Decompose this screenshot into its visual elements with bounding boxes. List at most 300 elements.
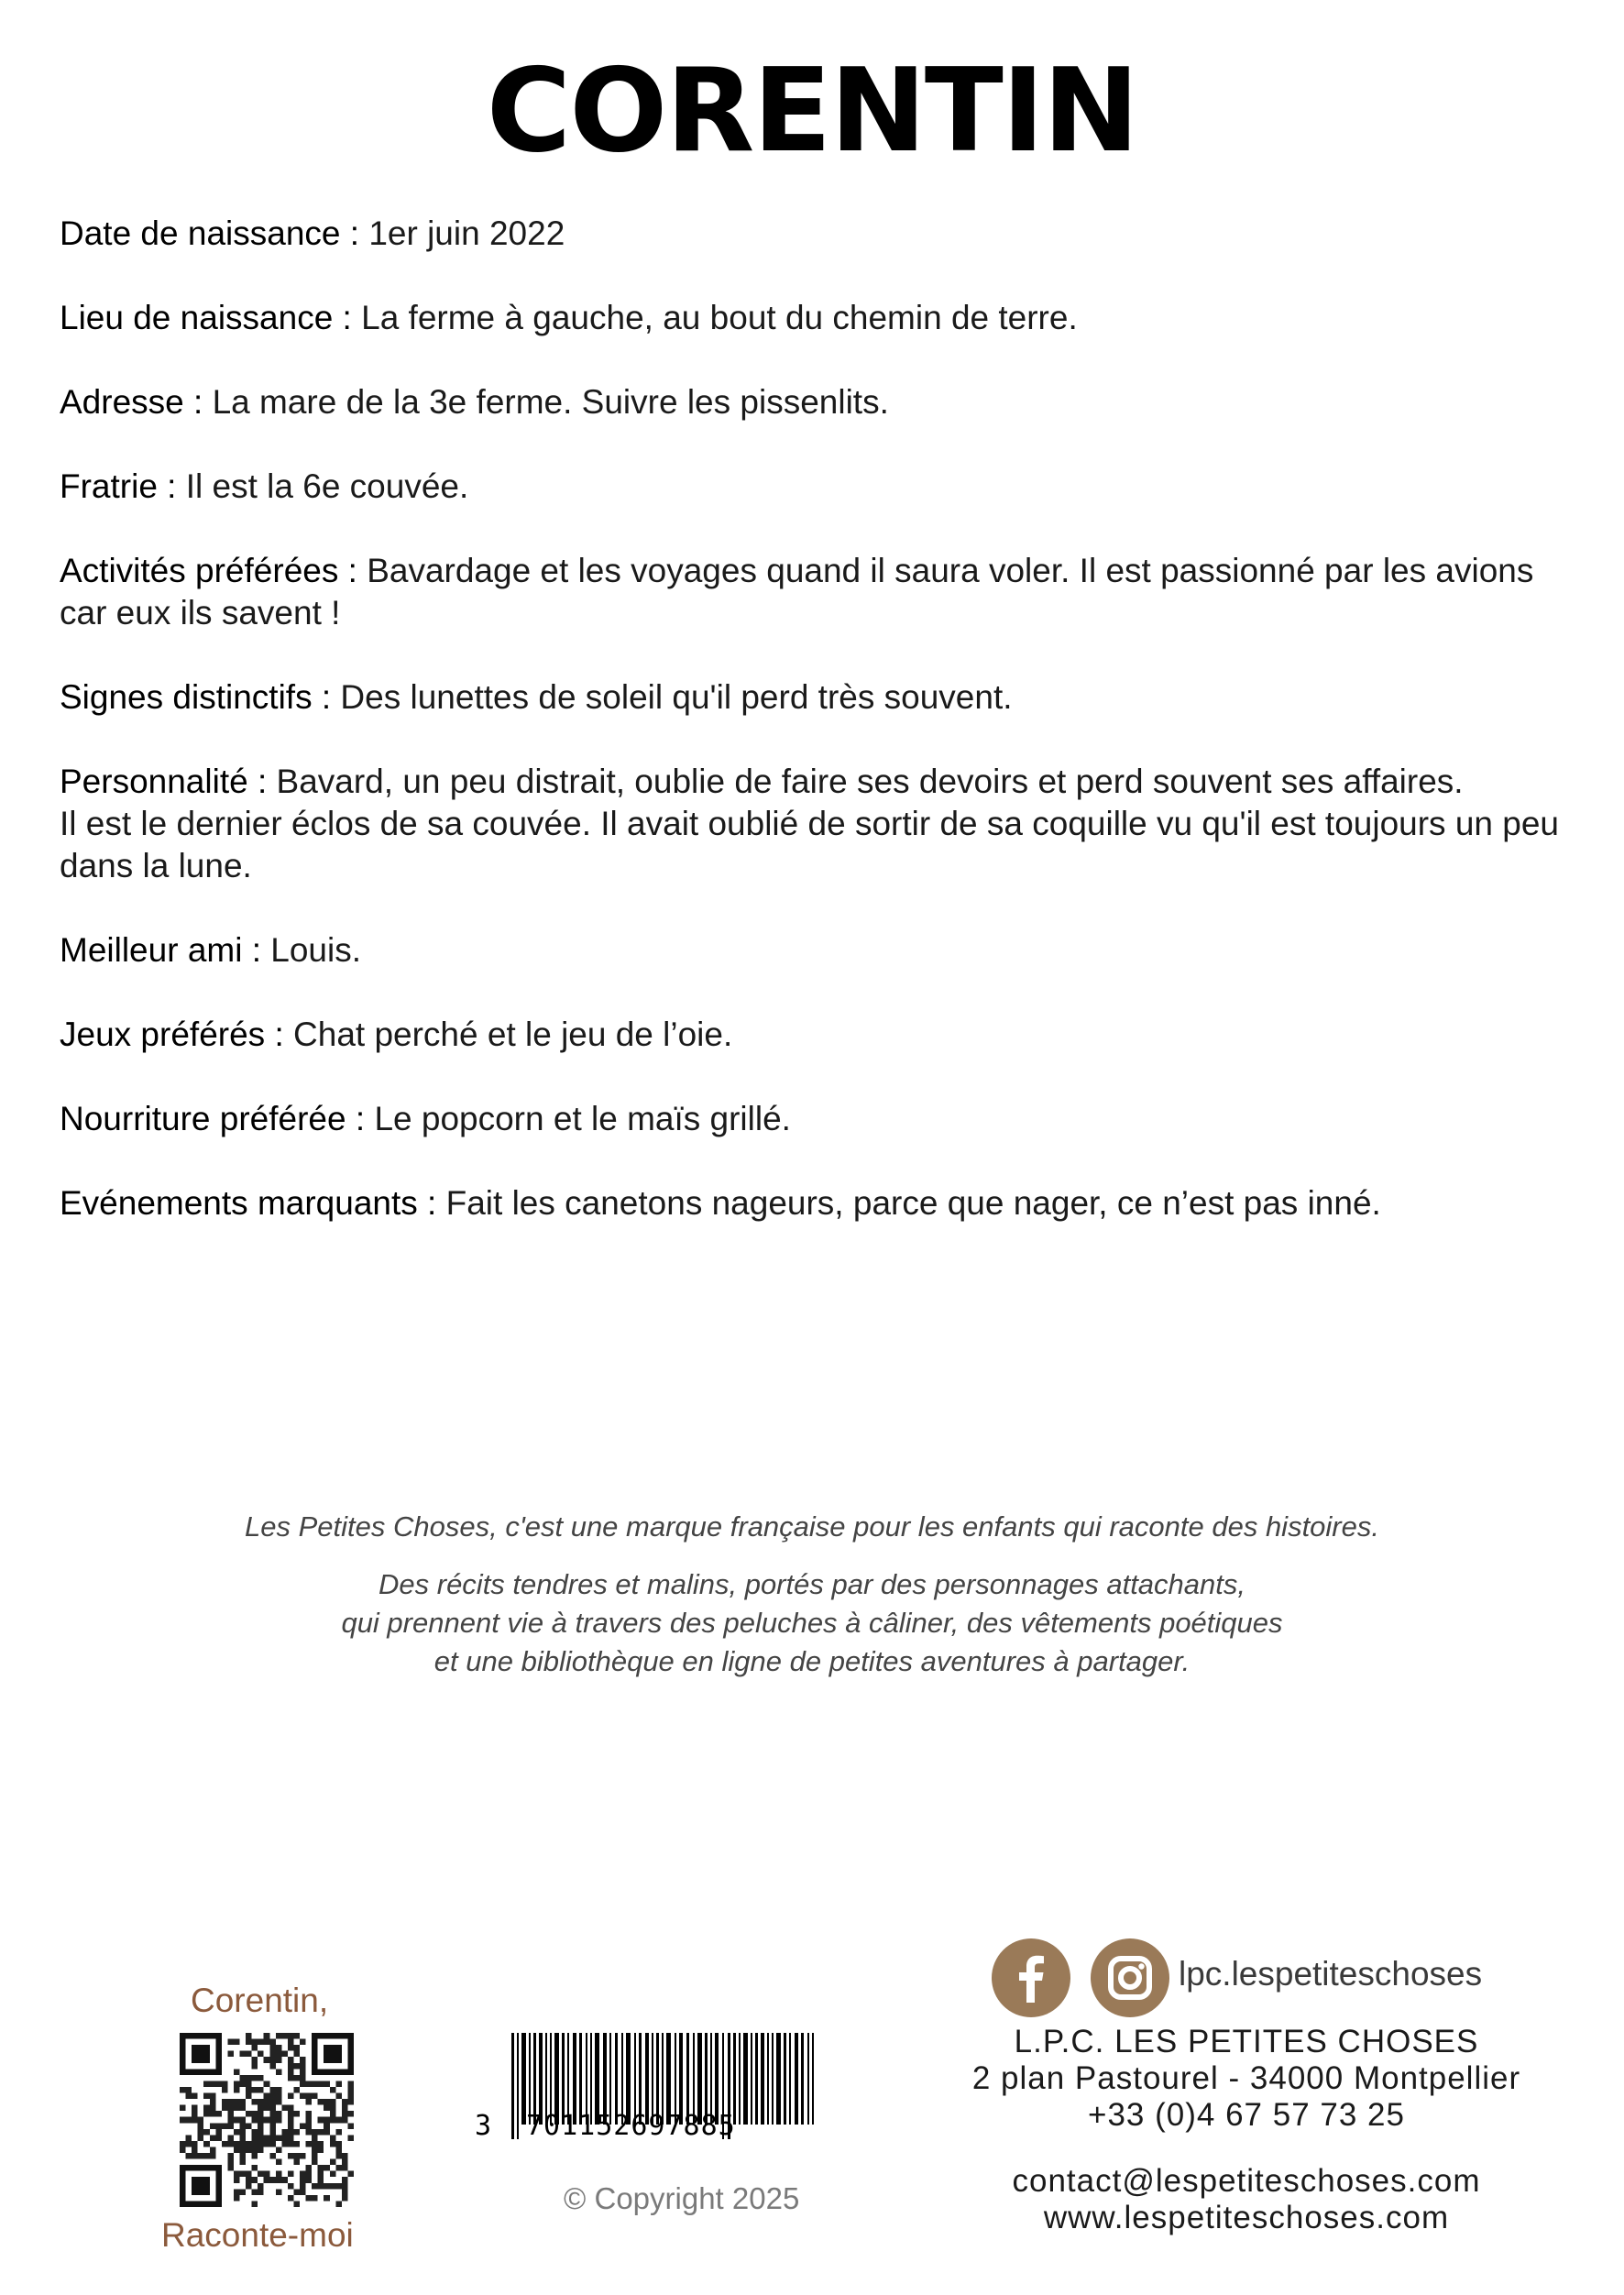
qr-module bbox=[258, 2075, 264, 2081]
qr-module bbox=[222, 2123, 228, 2129]
qr-module bbox=[330, 2099, 336, 2105]
qr-module bbox=[293, 2087, 300, 2093]
qr-module bbox=[192, 2141, 198, 2147]
qr-module bbox=[318, 2117, 324, 2124]
qr-module bbox=[215, 2111, 222, 2117]
qr-module bbox=[252, 2039, 258, 2046]
qr-module bbox=[222, 2099, 228, 2105]
qr-module bbox=[312, 2135, 318, 2141]
qr-module bbox=[269, 2129, 276, 2136]
qr-module bbox=[324, 2099, 330, 2105]
qr-module bbox=[234, 2069, 240, 2075]
qr-module bbox=[264, 2105, 270, 2112]
qr-module bbox=[306, 2123, 313, 2129]
qr-caption-bottom: Raconte-moi bbox=[161, 2216, 354, 2254]
qr-module bbox=[258, 2141, 264, 2147]
qr-module bbox=[246, 2123, 252, 2129]
qr-module bbox=[342, 2189, 348, 2195]
qr-module bbox=[335, 2147, 342, 2153]
qr-module bbox=[203, 2093, 210, 2100]
fact-value: Fait les canetons nageurs, parce que nager, ce n’est pas inné. bbox=[445, 1184, 1381, 1222]
qr-module bbox=[300, 2177, 306, 2183]
qr-module bbox=[252, 2099, 258, 2105]
qr-module bbox=[210, 2153, 216, 2159]
qr-module bbox=[281, 2033, 288, 2039]
qr-module bbox=[264, 2093, 270, 2100]
qr-module bbox=[180, 2141, 186, 2147]
qr-module bbox=[306, 2165, 313, 2171]
qr-module bbox=[335, 2141, 342, 2147]
fact-label: Personnalité : bbox=[60, 763, 268, 800]
qr-module bbox=[276, 2189, 282, 2195]
fact-label: Lieu de naissance : bbox=[60, 299, 352, 336]
qr-module bbox=[276, 2171, 282, 2178]
fact-activities bbox=[60, 550, 1572, 634]
qr-module bbox=[264, 2057, 270, 2063]
qr-module bbox=[186, 2093, 192, 2100]
qr-module bbox=[288, 2195, 294, 2202]
qr-module bbox=[347, 2087, 354, 2093]
qr-module bbox=[234, 2189, 240, 2195]
barcode-digits: 701152697885 bbox=[526, 2110, 736, 2142]
qr-module bbox=[288, 2135, 294, 2141]
qr-module bbox=[203, 2141, 210, 2147]
qr-module bbox=[222, 2141, 228, 2147]
fact-value: Le popcorn et le maïs grillé. bbox=[374, 1100, 791, 1137]
fact-label: Evénements marquants : bbox=[60, 1184, 437, 1222]
social-handle[interactable]: lpc.lespetiteschoses bbox=[1179, 1955, 1483, 1993]
qr-module bbox=[180, 2147, 186, 2153]
qr-module bbox=[281, 2135, 288, 2141]
qr-module bbox=[264, 2033, 270, 2039]
qr-module bbox=[222, 2105, 228, 2112]
qr-module bbox=[252, 2141, 258, 2147]
qr-module bbox=[306, 2117, 313, 2124]
qr-module bbox=[312, 2081, 318, 2087]
qr-module bbox=[246, 2141, 252, 2147]
qr-module bbox=[252, 2129, 258, 2136]
qr-module bbox=[293, 2063, 300, 2070]
qr-module bbox=[306, 2141, 313, 2147]
qr-module bbox=[330, 2135, 336, 2141]
qr-module bbox=[300, 2093, 306, 2100]
qr-module bbox=[186, 2117, 192, 2124]
qr-module bbox=[264, 2141, 270, 2147]
copyright: © Copyright 2025 bbox=[564, 2181, 800, 2215]
qr-module bbox=[281, 2177, 288, 2183]
qr-module bbox=[240, 2117, 247, 2124]
qr-module bbox=[240, 2081, 247, 2087]
qr-module bbox=[276, 2111, 282, 2117]
qr-module bbox=[258, 2039, 264, 2046]
fact-label: Adresse : bbox=[60, 383, 203, 421]
fact-label: Activités préférées : bbox=[60, 552, 357, 589]
qr-module bbox=[246, 2039, 252, 2046]
fact-personality bbox=[60, 761, 1572, 887]
qr-module bbox=[252, 2201, 258, 2207]
qr-module bbox=[258, 2171, 264, 2178]
qr-module bbox=[234, 2177, 240, 2183]
qr-module bbox=[276, 2093, 282, 2100]
qr-module bbox=[234, 2087, 240, 2093]
qr-module bbox=[318, 2099, 324, 2105]
qr-module bbox=[246, 2147, 252, 2153]
qr-module bbox=[180, 2105, 186, 2112]
qr-module bbox=[312, 2147, 318, 2153]
qr-module bbox=[330, 2141, 336, 2147]
qr-module bbox=[288, 2045, 294, 2051]
qr-module bbox=[246, 2075, 252, 2081]
qr-module bbox=[258, 2099, 264, 2105]
qr-module bbox=[288, 2171, 294, 2178]
qr-module bbox=[180, 2117, 186, 2124]
qr-module bbox=[269, 2105, 276, 2112]
qr-module bbox=[300, 2153, 306, 2159]
qr-module bbox=[318, 2171, 324, 2178]
qr-caption-top: Corentin, bbox=[191, 1982, 329, 2019]
brand-description bbox=[0, 1565, 1624, 1681]
qr-module bbox=[330, 2183, 336, 2190]
qr-module bbox=[306, 2129, 313, 2136]
qr-module bbox=[306, 2177, 313, 2183]
qr-module bbox=[312, 2129, 318, 2136]
qr-module bbox=[252, 2153, 258, 2159]
qr-module bbox=[276, 2099, 282, 2105]
qr-module bbox=[293, 2153, 300, 2159]
qr-module bbox=[269, 2045, 276, 2051]
qr-module bbox=[288, 2111, 294, 2117]
qr-module bbox=[252, 2111, 258, 2117]
qr-module bbox=[318, 2147, 324, 2153]
qr-module bbox=[288, 2129, 294, 2136]
fact-label: Fratrie : bbox=[60, 467, 177, 505]
qr-module bbox=[300, 2069, 306, 2075]
fact-label: Date de naissance : bbox=[60, 214, 360, 252]
qr-module bbox=[281, 2051, 288, 2058]
brand-description-line: qui prennent vie à travers des peluches à câliner, des vêtements poétiques bbox=[341, 1607, 1283, 1639]
qr-module bbox=[342, 2105, 348, 2112]
qr-module bbox=[210, 2135, 216, 2141]
qr-module bbox=[269, 2177, 276, 2183]
facebook-icon[interactable] bbox=[992, 1938, 1070, 2017]
qr-module bbox=[252, 2189, 258, 2195]
qr-module bbox=[210, 2123, 216, 2129]
company-address: 2 plan Pastourel - 34000 Montpellier bbox=[971, 2060, 1521, 2096]
qr-module bbox=[264, 2135, 270, 2141]
qr-module bbox=[269, 2117, 276, 2124]
qr-module bbox=[306, 2099, 313, 2105]
qr-module bbox=[215, 2135, 222, 2141]
qr-module bbox=[210, 2081, 216, 2087]
qr-module bbox=[210, 2093, 216, 2100]
qr-module bbox=[210, 2099, 216, 2105]
qr-module bbox=[198, 2123, 204, 2129]
qr-module bbox=[288, 2123, 294, 2129]
qr-module bbox=[240, 2189, 247, 2195]
brand-tagline: Les Petites Choses, c'est une marque française pour les enfants qui raconte des histoires. bbox=[245, 1510, 1379, 1543]
qr-module bbox=[318, 2081, 324, 2087]
qr-module bbox=[288, 2063, 294, 2070]
qr-module bbox=[258, 2087, 264, 2093]
qr-module bbox=[342, 2099, 348, 2105]
fact-value: Chat perché et le jeu de l’oie. bbox=[293, 1016, 733, 1053]
qr-module bbox=[347, 2099, 354, 2105]
qr-module bbox=[227, 2153, 234, 2159]
qr-module bbox=[203, 2081, 210, 2087]
brand-description-line: Des récits tendres et malins, portés par des personnages attachants, bbox=[379, 1568, 1245, 1600]
qr-module bbox=[198, 2153, 204, 2159]
qr-module bbox=[335, 2201, 342, 2207]
qr-module bbox=[203, 2105, 210, 2112]
qr-module bbox=[300, 2189, 306, 2195]
qr-module bbox=[227, 2105, 234, 2112]
qr-module bbox=[210, 2111, 216, 2117]
fact-birth-place bbox=[60, 297, 1572, 339]
qr-module bbox=[227, 2159, 234, 2166]
qr-module bbox=[234, 2195, 240, 2202]
fact-games bbox=[60, 1014, 1572, 1056]
qr-module bbox=[264, 2099, 270, 2105]
qr-module bbox=[306, 2111, 313, 2117]
qr-module bbox=[186, 2153, 192, 2159]
qr-module bbox=[342, 2117, 348, 2124]
qr-module bbox=[252, 2165, 258, 2171]
company-name: L.P.C. LES PETITES CHOSES bbox=[1014, 2024, 1479, 2059]
qr-module bbox=[288, 2069, 294, 2075]
qr-module bbox=[293, 2141, 300, 2147]
fact-label: Jeux préférés : bbox=[60, 1016, 284, 1053]
qr-module bbox=[227, 2141, 234, 2147]
qr-module bbox=[252, 2147, 258, 2153]
qr-module bbox=[258, 2147, 264, 2153]
qr-module bbox=[246, 2033, 252, 2039]
qr-module bbox=[222, 2087, 228, 2093]
qr-module bbox=[312, 2141, 318, 2147]
qr-module bbox=[246, 2183, 252, 2190]
qr-module bbox=[347, 2111, 354, 2117]
qr-module bbox=[276, 2057, 282, 2063]
qr-module bbox=[240, 2123, 247, 2129]
qr-module bbox=[335, 2165, 342, 2171]
qr-module bbox=[246, 2093, 252, 2100]
qr-module bbox=[312, 2159, 318, 2166]
qr-module bbox=[264, 2177, 270, 2183]
character-facts bbox=[60, 213, 1572, 1224]
qr-module bbox=[300, 2123, 306, 2129]
qr-module bbox=[318, 2129, 324, 2136]
qr-module bbox=[252, 2135, 258, 2141]
qr-module bbox=[252, 2075, 258, 2081]
qr-module bbox=[293, 2033, 300, 2039]
qr-module bbox=[234, 2171, 240, 2178]
qr-module bbox=[269, 2141, 276, 2147]
qr-module bbox=[192, 2105, 198, 2112]
qr-module bbox=[258, 2105, 264, 2112]
qr-module bbox=[324, 2165, 330, 2171]
qr-module bbox=[240, 2147, 247, 2153]
company-email[interactable]: contact@lespetiteschoses.com bbox=[1012, 2163, 1481, 2199]
qr-module bbox=[240, 2129, 247, 2136]
qr-module bbox=[264, 2081, 270, 2087]
qr-module bbox=[330, 2159, 336, 2166]
qr-module bbox=[300, 2075, 306, 2081]
qr-module bbox=[240, 2171, 247, 2178]
qr-module bbox=[240, 2141, 247, 2147]
qr-module bbox=[300, 2039, 306, 2046]
qr-module bbox=[288, 2075, 294, 2081]
instagram-icon[interactable] bbox=[1091, 1938, 1169, 2017]
qr-module bbox=[210, 2147, 216, 2153]
qr-module bbox=[276, 2045, 282, 2051]
qr-module bbox=[342, 2153, 348, 2159]
qr-module bbox=[330, 2117, 336, 2124]
qr-module bbox=[227, 2051, 234, 2058]
qr-module bbox=[192, 2093, 198, 2100]
qr-module bbox=[234, 2141, 240, 2147]
qr-module bbox=[293, 2111, 300, 2117]
page-title: CORENTIN bbox=[486, 43, 1138, 178]
qr-module bbox=[335, 2183, 342, 2190]
qr-module bbox=[258, 2129, 264, 2136]
qr-module bbox=[312, 2183, 318, 2190]
qr-module bbox=[342, 2183, 348, 2190]
fact-birth-date bbox=[60, 213, 1572, 255]
qr-module bbox=[288, 2153, 294, 2159]
qr-module bbox=[276, 2159, 282, 2166]
qr-module bbox=[258, 2183, 264, 2190]
fact-address bbox=[60, 381, 1572, 423]
qr-code[interactable] bbox=[180, 2033, 354, 2207]
qr-module bbox=[234, 2129, 240, 2136]
qr-module bbox=[215, 2129, 222, 2136]
qr-module bbox=[258, 2135, 264, 2141]
qr-module bbox=[240, 2099, 247, 2105]
qr-module bbox=[269, 2057, 276, 2063]
qr-module bbox=[198, 2129, 204, 2136]
qr-module bbox=[246, 2111, 252, 2117]
qr-module bbox=[288, 2105, 294, 2112]
barcode-first-digit: 3 bbox=[475, 2110, 492, 2142]
qr-module bbox=[342, 2111, 348, 2117]
fact-best-friend bbox=[60, 929, 1572, 972]
qr-module bbox=[252, 2177, 258, 2183]
qr-module bbox=[240, 2159, 247, 2166]
qr-module bbox=[276, 2135, 282, 2141]
qr-module bbox=[306, 2093, 313, 2100]
qr-module bbox=[234, 2039, 240, 2046]
qr-module bbox=[330, 2087, 336, 2093]
qr-module bbox=[306, 2171, 313, 2178]
fact-value: Bavard, un peu distrait, oublie de faire ses devoirs et perd souvent ses affaires. bbox=[276, 763, 1464, 800]
fact-label: Nourriture préférée : bbox=[60, 1100, 366, 1137]
qr-module bbox=[264, 2171, 270, 2178]
qr-module bbox=[227, 2123, 234, 2129]
fact-value: Il est la 6e couvée. bbox=[185, 467, 469, 505]
qr-module bbox=[227, 2039, 234, 2046]
qr-module bbox=[306, 2195, 313, 2202]
qr-module bbox=[312, 2195, 318, 2202]
qr-module bbox=[342, 2195, 348, 2202]
qr-module bbox=[240, 2051, 247, 2058]
qr-module bbox=[192, 2153, 198, 2159]
qr-module bbox=[293, 2201, 300, 2207]
qr-module bbox=[293, 2075, 300, 2081]
qr-module bbox=[324, 2129, 330, 2136]
qr-module bbox=[258, 2051, 264, 2058]
qr-module bbox=[306, 2081, 313, 2087]
fact-value: Bavardage et les voyages quand il saura voler. Il est passionné par les avions car eux ils savent ! bbox=[60, 552, 1534, 631]
fact-label: Signes distinctifs : bbox=[60, 678, 332, 716]
qr-module bbox=[347, 2081, 354, 2087]
qr-module bbox=[318, 2141, 324, 2147]
qr-module bbox=[276, 2069, 282, 2075]
company-website[interactable]: www.lespetiteschoses.com bbox=[1043, 2200, 1450, 2235]
qr-module bbox=[269, 2087, 276, 2093]
qr-module bbox=[258, 2117, 264, 2124]
fact-value: 1er juin 2022 bbox=[368, 214, 565, 252]
qr-module bbox=[347, 2123, 354, 2129]
qr-module bbox=[347, 2135, 354, 2141]
qr-module bbox=[276, 2117, 282, 2124]
fact-value: Des lunettes de soleil qu'il perd très souvent. bbox=[340, 678, 1013, 716]
qr-module bbox=[293, 2129, 300, 2136]
qr-module bbox=[252, 2057, 258, 2063]
qr-module bbox=[288, 2093, 294, 2100]
qr-module bbox=[192, 2111, 198, 2117]
qr-module bbox=[269, 2153, 276, 2159]
fact-food bbox=[60, 1098, 1572, 1140]
qr-module bbox=[288, 2033, 294, 2039]
fact-value: Louis. bbox=[270, 931, 362, 969]
qr-module bbox=[269, 2099, 276, 2105]
qr-module bbox=[318, 2183, 324, 2190]
qr-module bbox=[186, 2135, 192, 2141]
qr-module bbox=[281, 2105, 288, 2112]
qr-module bbox=[234, 2105, 240, 2112]
qr-module bbox=[258, 2111, 264, 2117]
qr-module bbox=[324, 2183, 330, 2190]
qr-module bbox=[246, 2051, 252, 2058]
fact-siblings bbox=[60, 466, 1572, 508]
qr-module bbox=[264, 2117, 270, 2124]
qr-module bbox=[240, 2153, 247, 2159]
qr-module bbox=[269, 2039, 276, 2046]
qr-module bbox=[293, 2159, 300, 2166]
qr-module bbox=[227, 2099, 234, 2105]
qr-module bbox=[300, 2057, 306, 2063]
qr-module bbox=[215, 2123, 222, 2129]
fact-events bbox=[60, 1182, 1572, 1224]
qr-module bbox=[258, 2189, 264, 2195]
qr-module bbox=[269, 2135, 276, 2141]
qr-module bbox=[240, 2135, 247, 2141]
qr-module bbox=[342, 2165, 348, 2171]
qr-module bbox=[300, 2063, 306, 2070]
qr-module bbox=[269, 2123, 276, 2129]
qr-module bbox=[276, 2147, 282, 2153]
barcode-number bbox=[475, 2110, 832, 2147]
qr-module bbox=[227, 2117, 234, 2124]
qr-module bbox=[186, 2141, 192, 2147]
qr-module bbox=[347, 2171, 354, 2178]
qr-module bbox=[180, 2087, 186, 2093]
company-phone: +33 (0)4 67 57 73 25 bbox=[1088, 2097, 1405, 2133]
qr-module bbox=[330, 2171, 336, 2178]
qr-module bbox=[324, 2105, 330, 2112]
qr-module bbox=[252, 2063, 258, 2070]
qr-module bbox=[300, 2171, 306, 2178]
qr-module bbox=[288, 2117, 294, 2124]
